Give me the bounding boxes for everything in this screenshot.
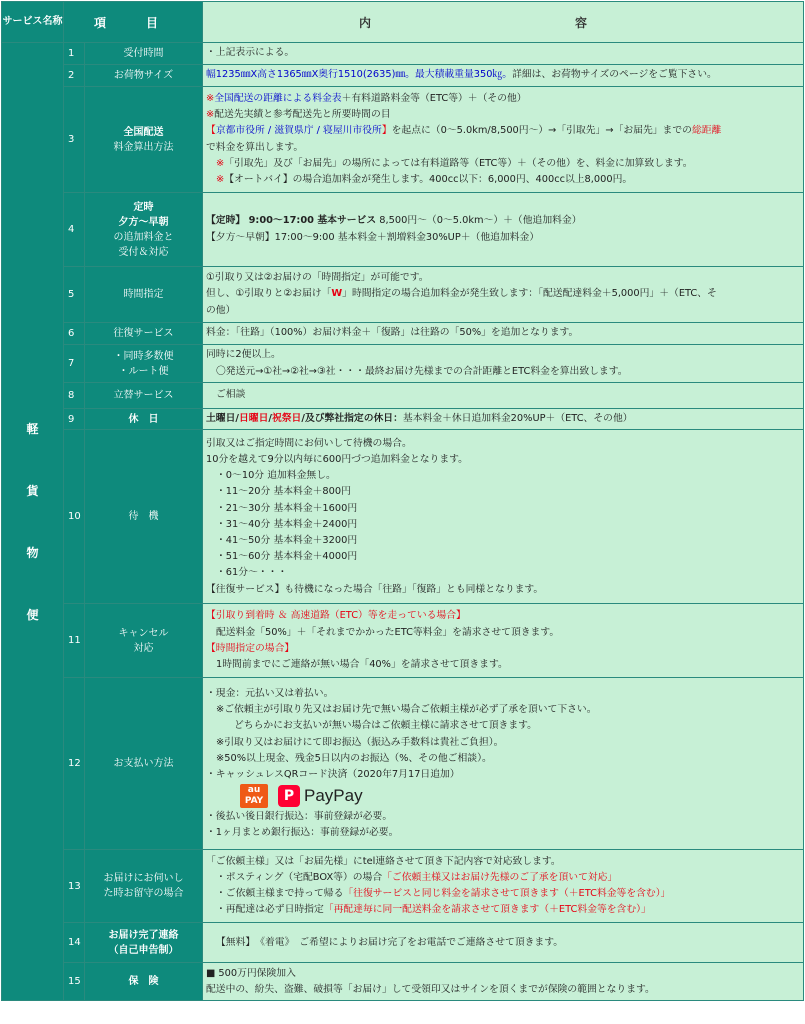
row-item: お支払い方法 [85, 678, 203, 850]
content-line: で料金を算出します。 [206, 141, 304, 153]
header-item: 項 目 [64, 2, 203, 43]
row-item: 立替サービス [85, 383, 203, 409]
table-row [2, 323, 804, 345]
text: 【定時】 9:00～17:00 基本サービス [206, 215, 377, 227]
paypay-logo-text: PayPay [304, 786, 363, 805]
size-note: 詳細は、お荷物サイズのページをご覧下さい。 [512, 69, 717, 81]
table-row [2, 409, 804, 430]
content-line [206, 67, 800, 83]
content-line: ※ご依頼主が引取り先又はお届け先で無い場合ご依頼主様が必ず了承を頂いて下さい。 [216, 704, 597, 716]
content-line: 【時間指定の場合】 [206, 642, 295, 654]
text: 「再配達毎に同一配送料金を請求させて頂きます（＋ETC料金等を含む）」 [323, 904, 651, 916]
content-line: 「ご依頼主様」又は「お届先様」にtel連絡させて頂き下記内容で対応致します。 [206, 855, 561, 867]
content-line: ・21～30分 基本料金＋1600円 [216, 502, 358, 514]
table-row [2, 850, 804, 923]
row-content [203, 345, 804, 383]
row-content [203, 409, 804, 430]
item-line: 全国配送 [123, 126, 164, 138]
text: 日曜日 [238, 413, 269, 424]
content-line: 同時に2便以上。 [206, 349, 281, 361]
row-content [203, 923, 804, 963]
content-line: 引取又はご指定時間にお伺いして待機の場合。 [206, 437, 412, 449]
item-line: （自己申告制） [108, 944, 179, 956]
content-line: 【引取り到着時 ＆ 高速道路（ETC）等を走っている場合】 [206, 610, 466, 622]
content-line [206, 91, 800, 107]
paypay-logo [278, 785, 363, 807]
paypay-icon: P [278, 785, 300, 807]
content-line: ※引取り又はお届けにて即お振込（振込み手数料は貴社ご負担）。 [216, 736, 504, 748]
text: 」時間指定の場合追加料金が発生致します：「配送配達料金＋5,000円」＋（ETC、そ [342, 288, 717, 300]
row-content [203, 267, 804, 323]
content-line: ■ 500万円保険加入 [206, 967, 296, 979]
content-line [206, 123, 800, 139]
text: ＋有料道路料金等（ETC等）＋（その他） [341, 92, 527, 104]
content-line: ・後払い後日銀行振込：事前登録が必要。 [206, 811, 393, 823]
content-line: 料金：「往路」（100%）お届け料金＋「復路」は往路の「50%」を追加となります。 [206, 327, 579, 339]
note-mark: ※ [206, 92, 215, 104]
table-row [2, 193, 804, 267]
table-row [2, 678, 804, 850]
row-content [203, 87, 804, 193]
content-line [206, 886, 800, 902]
item-line: 料金算出方法 [113, 141, 174, 153]
content-line [206, 172, 800, 188]
row-content [203, 604, 804, 678]
content-line: 【無料】 《着電》 ご希望によりお届け完了をお電話でご連絡させて頂きます。 [216, 936, 564, 948]
row-item: 受付時間 [85, 43, 203, 65]
text: 「往復サービスと同じ料金を請求させて頂きます（＋ETC料金等を含む）」 [343, 888, 671, 900]
table-row [2, 923, 804, 963]
note-mark: ※ [216, 157, 225, 169]
total-distance: 総距離 [691, 125, 722, 137]
content-line: 配送中の、紛失、盗難、破損等「お届け」して受領印又はサインを頂くまでが保険の範囲となります。 [206, 983, 655, 995]
content-line: 【往復サービス】も待機になった場合「往路」「復路」とも同様となります。 [206, 583, 544, 595]
item-line: 対応 [133, 642, 154, 654]
content-line: 〇発送元→①社→②社→③社・・・最終お届け先様までの合計距離とETC料金を算出致します。 [216, 365, 628, 377]
content-line: 1時間前までにご連絡が無い場合「40%」を請求させて頂きます。 [216, 658, 508, 670]
row-number: 3 [64, 87, 85, 193]
text: 但し、①引取りと②お届け「 [206, 288, 332, 300]
header-content: 内 容 [203, 2, 804, 43]
item-line: お届け完了連絡 [108, 929, 179, 941]
row-content [203, 383, 804, 409]
content-line: どちらかにお支払いが無い場合はご依頼主様に請求させて頂きます。 [234, 720, 537, 732]
table-row [2, 65, 804, 87]
content-line: ・61分～・・・ [216, 567, 288, 579]
content-line: ・11～20分 基本料金＋800円 [216, 486, 351, 498]
content-line: 10分を越えて9分以内毎に600円づつ追加料金となります。 [206, 453, 468, 465]
row-item: 時間指定 [85, 267, 203, 323]
text: 【オートバイ】の場合追加料金が発生します。400cc以下：6,000円、400cc以上8,000円。 [224, 173, 633, 185]
content-line: ・51～60分 基本料金＋4000円 [216, 551, 358, 563]
text: 配送先実績と参考配送先と所要時間の目 [214, 109, 391, 121]
size-spec: 幅1235㎜X高さ1365㎜X奥行1510(2635)㎜。最大積載重量350㎏。 [206, 69, 513, 81]
table-row [2, 383, 804, 409]
service-char: 便 [26, 607, 39, 622]
row-content [203, 850, 804, 923]
content-line [206, 213, 800, 229]
content-line: ・上記表示による。 [206, 47, 295, 59]
item-line: ・同時多数便 [113, 350, 174, 362]
content-line: 配送料金「50%」＋「それまでかかったETC等料金」を請求させて頂きます。 [216, 626, 560, 638]
row-number: 6 [64, 323, 85, 345]
content-line [206, 411, 800, 427]
row-content [203, 678, 804, 850]
au-pay-logo-text: au [247, 785, 261, 796]
row-content [203, 65, 804, 87]
note-mark: ※ [216, 173, 225, 185]
bracket: 】 [381, 125, 392, 137]
content-line [206, 870, 800, 886]
text: ・再配達は必ず日時指定 [216, 904, 324, 916]
row-item: 休 日 [85, 409, 203, 430]
content-line: ・31～40分 基本料金＋2400円 [216, 518, 358, 530]
item-line: ・ルート便 [118, 365, 169, 377]
payment-logos [206, 783, 800, 809]
row-item [85, 87, 203, 193]
item-line: 受付＆対応 [118, 246, 169, 258]
row-number: 8 [64, 383, 85, 409]
item-line: お届けにお伺いし [103, 873, 184, 885]
content-line: ①引取り又は②お届けの「時間指定」が可能です。 [206, 272, 429, 284]
text: /及び弊社指定の休日： [301, 413, 403, 424]
row-content [203, 43, 804, 65]
row-item [85, 604, 203, 678]
row-content [203, 323, 804, 345]
au-pay-logo [240, 784, 268, 808]
content-line: ・0～10分 追加料金無し。 [216, 470, 336, 482]
text: 「引取先」及び「お届先」の場所によっては有料道路等（ETC等）＋（その他）を、料金に加算致します。 [224, 157, 693, 169]
content-line [206, 286, 800, 302]
content-line: ご相談 [216, 389, 246, 401]
text: W [331, 288, 343, 300]
au-pay-logo-text: PAY [244, 796, 264, 807]
text: 土曜日/ [206, 413, 239, 424]
item-line: 定時 [133, 201, 154, 213]
content-line: ・現金：元払い又は着払い。 [206, 687, 334, 699]
header-service-name: サービス名称 [2, 2, 64, 43]
content-line: ・1ヶ月まとめ銀行振込：事前登録が必要。 [206, 827, 399, 839]
row-item [85, 850, 203, 923]
table-row [2, 430, 804, 604]
row-number: 13 [64, 850, 85, 923]
item-line: の追加料金と [113, 231, 174, 243]
row-item: 保 険 [85, 963, 203, 1001]
row-number: 11 [64, 604, 85, 678]
item-line: た時お留守の場合 [103, 888, 184, 900]
origin-points: 京都市役所 / 滋賀県庁 / 寝屋川市役所 [215, 125, 382, 137]
table-row [2, 43, 804, 65]
row-number: 4 [64, 193, 85, 267]
service-table [1, 1, 804, 1001]
text: 「ご依頼主様又はお届け先様のご了承を頂いて対応」 [382, 872, 618, 883]
item-line: 夕方～早朝 [118, 216, 169, 228]
row-item: 往復サービス [85, 323, 203, 345]
content-line: ・キャッシュレスQRコード決済（2020年7月17日追加） [206, 768, 460, 780]
note-mark: ※ [206, 109, 215, 121]
header-row [2, 2, 804, 43]
row-content [203, 963, 804, 1001]
row-number: 12 [64, 678, 85, 850]
content-line: 【夕方～早朝】17:00～9:00 基本料金＋割増料金30%UP＋（他追加料金） [206, 231, 540, 243]
row-item [85, 193, 203, 267]
item-line: キャンセル [118, 627, 169, 639]
bracket: 【 [206, 125, 216, 137]
table-row [2, 963, 804, 1001]
row-number: 5 [64, 267, 85, 323]
text: ・ポスティング（宅配BOX等）の場合 [216, 872, 383, 883]
service-char: 物 [26, 545, 39, 560]
content-line [206, 107, 800, 123]
table-row [2, 87, 804, 193]
table-row [2, 345, 804, 383]
row-content [203, 430, 804, 604]
row-number: 1 [64, 43, 85, 65]
service-char: 軽 [26, 421, 39, 436]
row-number: 15 [64, 963, 85, 1001]
table-row [2, 604, 804, 678]
content-line: ・41～50分 基本料金＋3200円 [216, 534, 358, 546]
text: ・ご依頼主様まで持って帰る [216, 888, 344, 900]
row-item [85, 923, 203, 963]
row-number: 10 [64, 430, 85, 604]
content-line: ※50%以上現金、残金5日以内のお振込（%、その他ご相談）。 [216, 752, 492, 764]
row-item [85, 345, 203, 383]
text: 基本料金＋休日追加料金20%UP＋（ETC、その他） [402, 413, 633, 424]
row-number: 14 [64, 923, 85, 963]
service-name-cell [2, 43, 64, 1001]
content-line: の他） [206, 304, 236, 316]
row-item: 待 機 [85, 430, 203, 604]
table-row [2, 267, 804, 323]
rate-table-link[interactable]: 全国配送の距離による料金表 [214, 92, 342, 104]
text: / [268, 413, 272, 424]
content-line [206, 902, 800, 918]
text: 祝祭日 [271, 413, 302, 424]
text: 8,500円～（0～5.0km～）＋（他追加料金） [376, 215, 582, 227]
row-number: 7 [64, 345, 85, 383]
text: を起点に（0～5.0km/8,500円～）→「引取先」→「お届先」までの [391, 125, 692, 137]
row-item: お荷物サイズ [85, 65, 203, 87]
service-char: 貨 [26, 483, 39, 498]
row-number: 9 [64, 409, 85, 430]
row-content [203, 193, 804, 267]
row-number: 2 [64, 65, 85, 87]
content-line [206, 156, 800, 172]
